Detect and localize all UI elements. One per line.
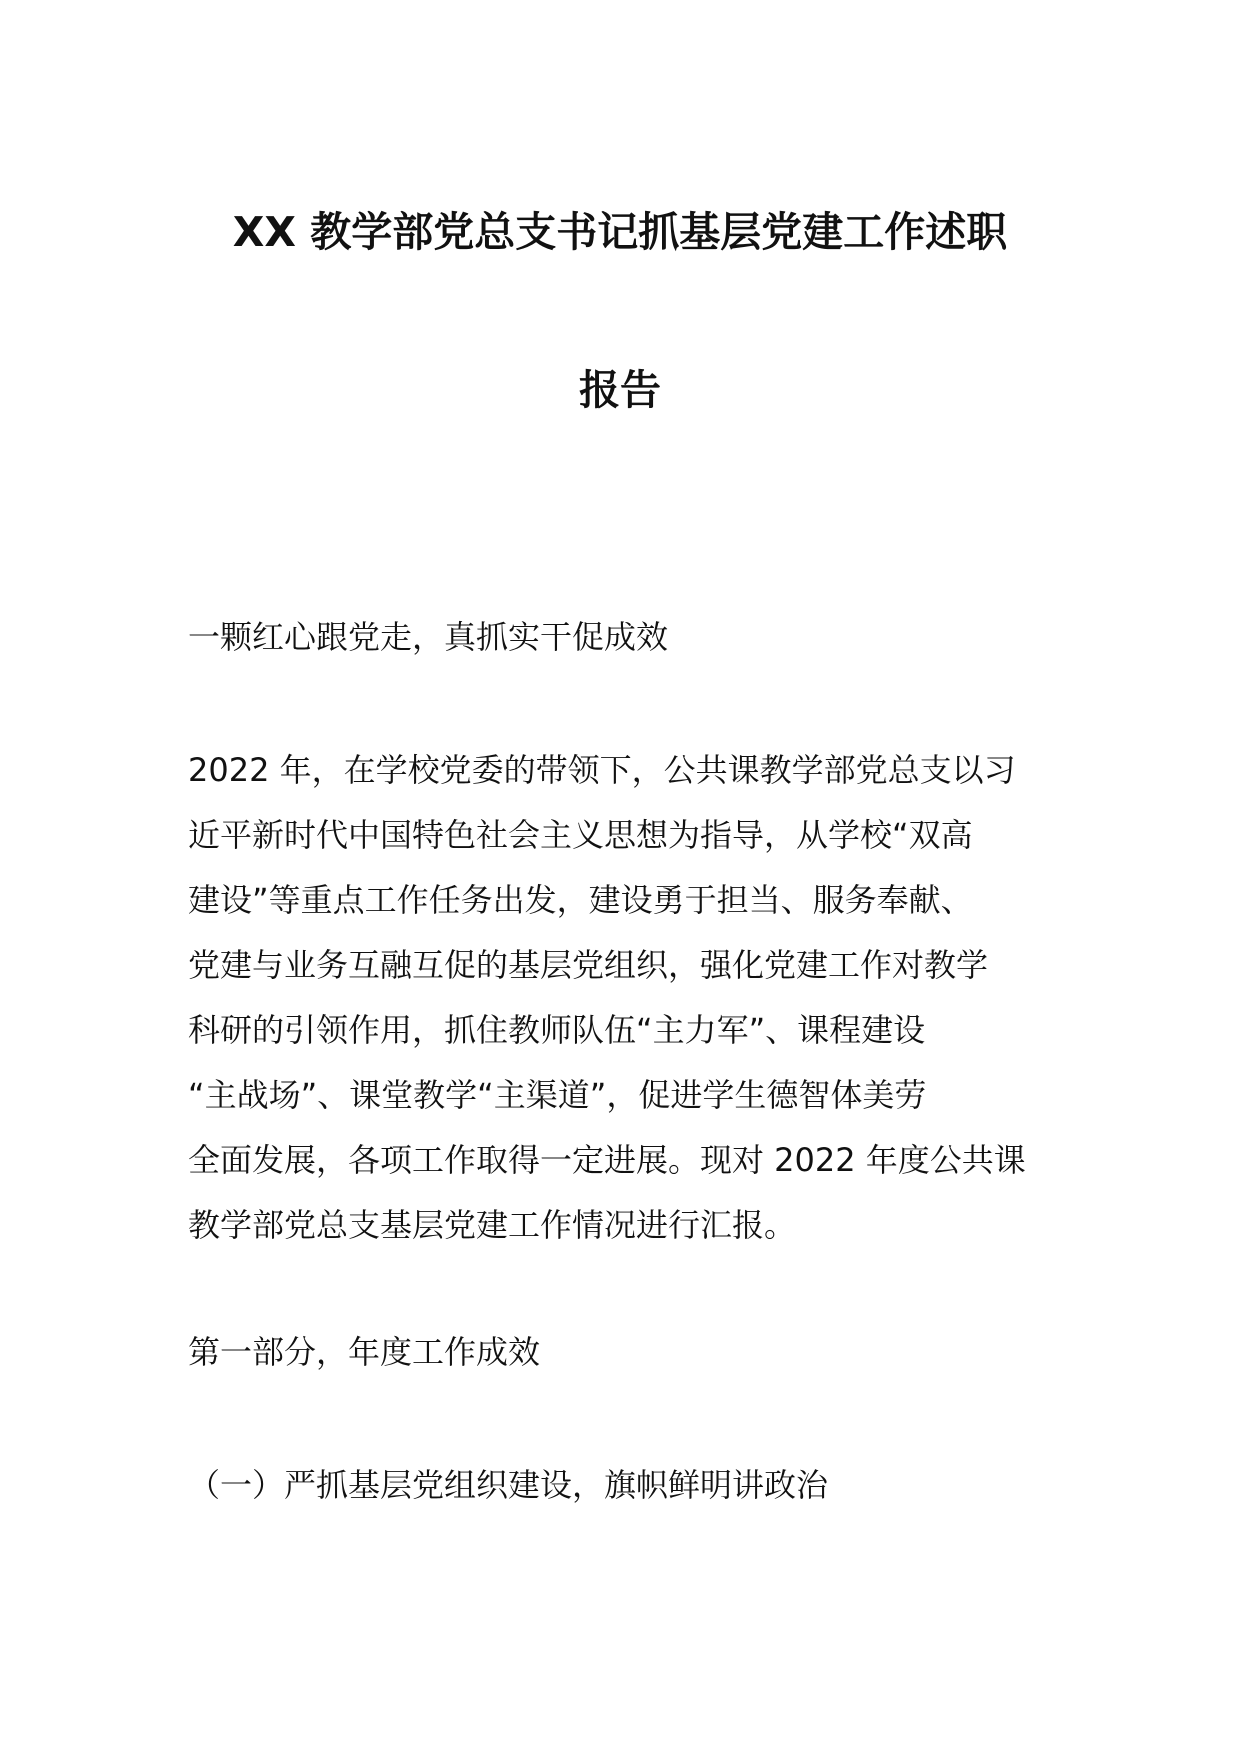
paragraph-line: 建设”等重点工作任务出发，建设勇于担当、服务奉献、 <box>188 881 973 919</box>
document-subtitle: 一颗红心跟党走，真抓实干促成效 <box>188 618 669 656</box>
paragraph-line: 党建与业务互融互促的基层党组织，强化党建工作对教学 <box>188 946 989 984</box>
document-title-line-1: XX 教学部党总支书记抓基层党建工作述职 <box>232 208 1008 256</box>
intro-paragraph <box>188 738 1058 1258</box>
section-subheading: （一）严抓基层党组织建设，旗帜鲜明讲政治 <box>188 1466 829 1504</box>
paragraph-line: 全面发展，各项工作取得一定进展。现对 2022 年度公共课 <box>188 1141 1026 1179</box>
paragraph-line: 2022 年，在学校党委的带领下，公共课教学部党总支以习 <box>188 751 1016 789</box>
document-title-line-2: 报告 <box>579 366 661 414</box>
section-heading: 第一部分，年度工作成效 <box>188 1333 541 1371</box>
paragraph-line: 近平新时代中国特色社会主义思想为指导，从学校“双高 <box>188 816 973 854</box>
paragraph-line: “主战场”、课堂教学“主渠道”，促进学生德智体美劳 <box>188 1076 927 1114</box>
paragraph-line: 科研的引领作用，抓住教师队伍“主力军”、课程建设 <box>188 1011 926 1049</box>
paragraph-line: 教学部党总支基层党建工作情况进行汇报。 <box>188 1206 797 1244</box>
